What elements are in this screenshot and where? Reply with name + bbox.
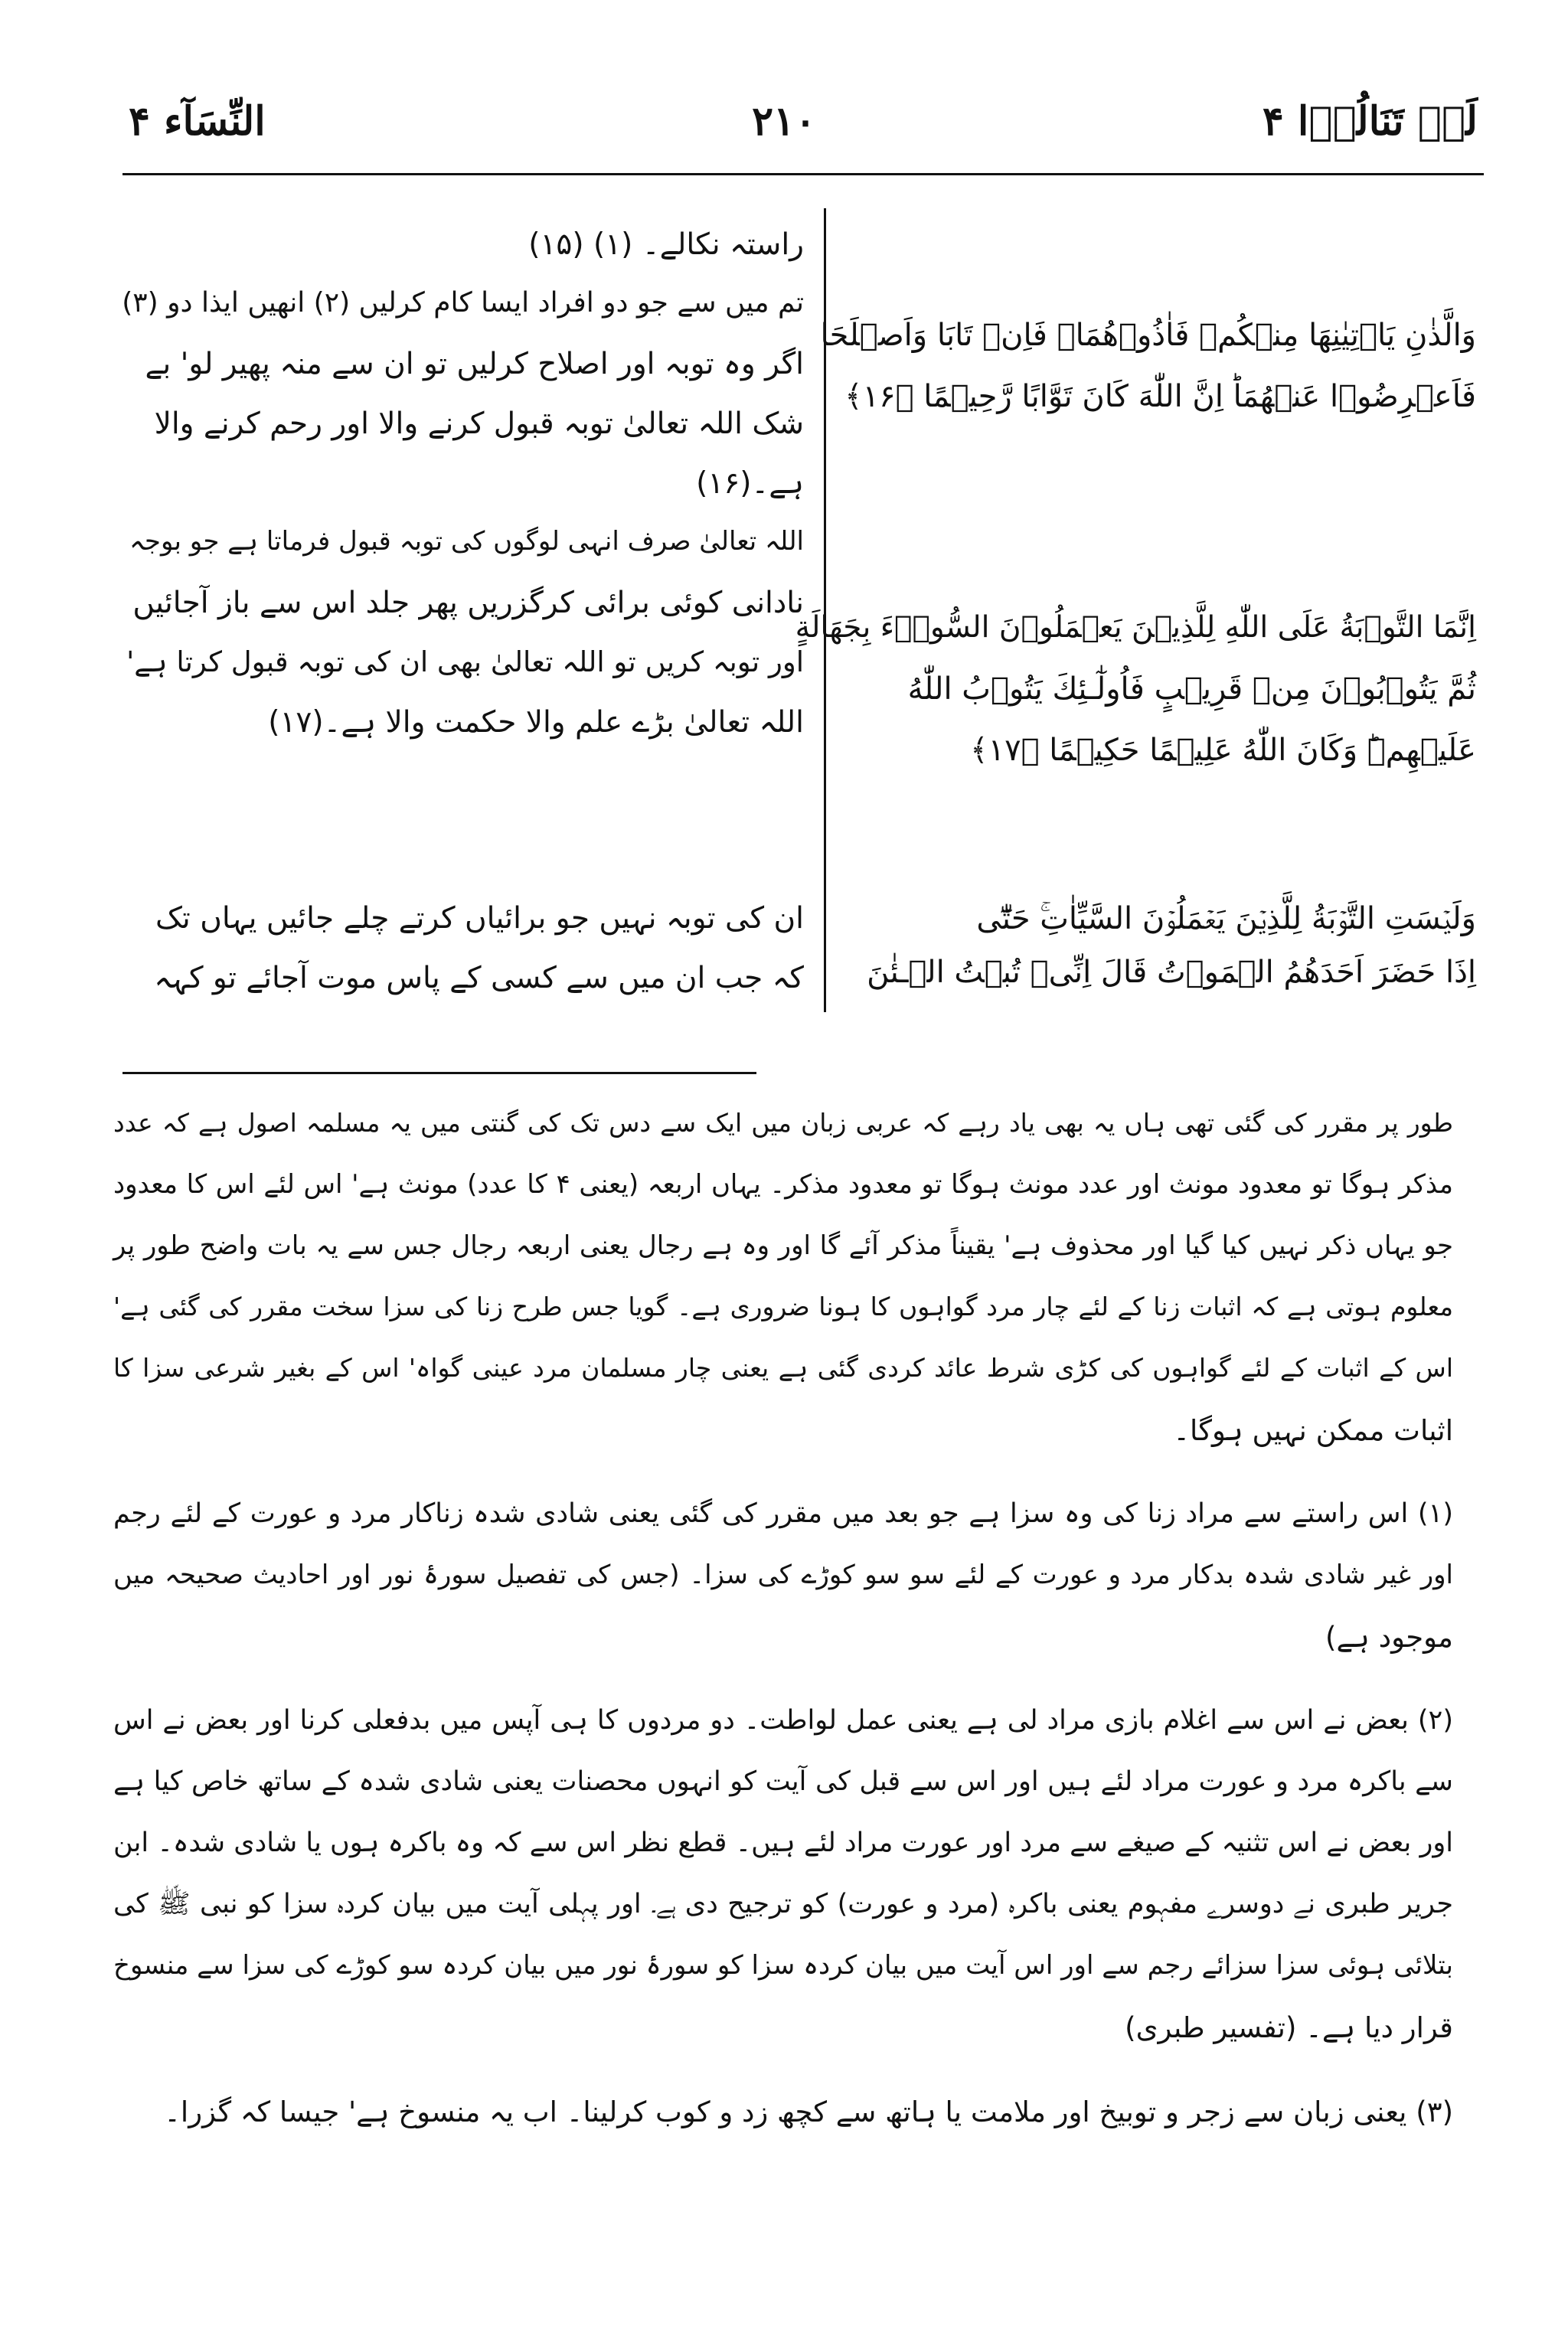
arabic-verse-line: عَلَيۡهِمۡ‌ؕ وَكَانَ اللّٰهُ عَلِيۡمًا حَكِيۡمًا ﴿۱۷﴾ — [970, 733, 1476, 768]
footnote-1-line: اور غیر شادی شدہ بدکار مرد و عورت کے لئے سو سو کوڑے کی سزا۔ (جس کی تفصیل سورۂ نور اور احادیث صحیحہ میں — [113, 1560, 1453, 1590]
urdu-translation-line: اللہ تعالیٰ صرف انہی لوگوں کی توبہ قبول فرماتا ہے جو بوجہ — [129, 526, 804, 557]
footnote-2-line: جریر طبری نے دوسرے مفہوم یعنی باکرہ (مرد و عورت) کو ترجیح دی ہے۔ اور پہلی آیت میں بیان کردہ سزا کو نبی ﷺ کی — [113, 1889, 1453, 1919]
urdu-translation-line: شک اللہ تعالیٰ توبہ قبول کرنے والا اور رحم کرنے والا — [154, 407, 804, 441]
surah-title: النِّسَآء ۴ — [129, 98, 266, 145]
arabic-verse-line: ثُمَّ يَتُوۡبُوۡنَ مِنۡ قَرِيۡبٍ فَاُولٰٓـئِكَ يَتُوۡبُ اللّٰهُ — [907, 671, 1476, 707]
footnote-2-line: قرار دیا ہے۔ (تفسیر طبری) — [1125, 2011, 1453, 2044]
urdu-translation-line: اللہ تعالیٰ بڑے علم والا حکمت والا ہے۔(۱۷) — [268, 705, 804, 740]
footnote-2-line: (۲) بعض نے اس سے اغلام بازی مراد لی ہے یعنی عمل لواطت۔ دو مردوں کا ہی آپس میں بدفعلی کرنا اور بعض نے اس — [113, 1705, 1453, 1736]
urdu-translation-line: تم میں سے جو دو افراد ایسا کام کرلیں (۲) انھیں ایذا دو (۳) — [122, 287, 804, 318]
juz-title: لَنۡ تَنَالُوۡا ۴ — [1262, 98, 1478, 145]
urdu-translation-line: اور توبہ کریں تو اللہ تعالیٰ بھی ان کی توبہ قبول کرتا ہے' — [126, 645, 804, 678]
page-number: ۲۱۰ — [752, 98, 816, 145]
footnote-2-line: سے باکرہ مرد و عورت مراد لئے ہیں اور اس سے قبل کی آیت کو انہوں محصنات یعنی شادی شدہ کے ساتھ خاص کیا ہے — [113, 1766, 1453, 1797]
header-rule — [122, 173, 1484, 175]
footnote-1-line: موجود ہے) — [1325, 1621, 1453, 1654]
footnote-1-line: (۱) اس راستے سے مراد زنا کی وہ سزا ہے جو بعد میں مقرر کی گئی یعنی شادی شدہ زناکار مرد و عورت کے لئے رجم — [113, 1498, 1453, 1529]
urdu-translation-line: نادانی کوئی برائی کرگزریں پھر جلد اس سے باز آجائیں — [132, 586, 804, 620]
urdu-translation-line: ان کی توبہ نہیں جو برائیاں کرتے چلے جائیں یہاں تک — [155, 901, 804, 936]
footnote-3-line: (۳) یعنی زبان سے زجر و توبیخ اور ملامت یا ہاتھ سے کچھ زد و کوب کرلینا۔ اب یہ منسوخ ہے' جیسا کہ گزرا۔ — [164, 2096, 1453, 2128]
footnote-line: معلوم ہوتی ہے کہ اثبات زنا کے لئے چار مرد گواہوں کا ہونا ضروری ہے۔ گویا جس طرح زنا کی سزا سخت مقرر کی گئی ہے' — [113, 1292, 1453, 1321]
urdu-translation-line: ہے۔(۱۶) — [696, 466, 804, 501]
arabic-verse-line: وَالَّذٰنِ يَاۡتِيٰنِهَا مِنۡكُمۡ فَاٰذُوۡهُمَا‌ۚ فَاِنۡ تَابَا وَاَصۡلَحَا — [820, 318, 1476, 353]
arabic-verse-line: وَلَيۡسَتِ التَّوۡبَةُ لِلَّذِيۡنَ يَعۡمَلُوۡنَ السَّيِّاٰتِ‌ۚ حَتّٰٓى — [976, 901, 1476, 936]
footnote-line: اثبات ممکن نہیں ہوگا۔ — [1173, 1414, 1453, 1447]
footnote-separator — [122, 1072, 756, 1074]
arabic-verse-line: اِذَا حَضَرَ اَحَدَهُمُ الۡمَوۡتُ قَالَ اِنِّىۡ تُبۡتُ الۡـئٰنَ — [867, 955, 1476, 990]
footnote-line: جو یہاں ذکر نہیں کیا گیا اور محذوف ہے' یقیناً مذکر آئے گا اور وہ ہے رجال یعنی اربعہ رجال جس سے یہ بات واضح طور پر — [113, 1230, 1453, 1261]
arabic-verse-line: فَاَعۡرِضُوۡا عَنۡهُمَا‌ؕ اِنَّ اللّٰهَ كَانَ تَوَّابًا رَّحِيۡمًا ﴿۱۶﴾ — [844, 379, 1476, 414]
urdu-translation-line: اگر وہ توبہ اور اصلاح کرلیں تو ان سے منہ پھیر لو' بے — [145, 347, 804, 381]
footnote-2-line: بتلائی ہوئی سزا سزائے رجم سے اور اس آیت میں بیان کردہ سزا کو سورۂ نور میں بیان کردہ سو کوڑے کی سزا سے منسوخ — [113, 1950, 1453, 1981]
footnote-line: طور پر مقرر کی گئی تھی ہاں یہ بھی یاد رہے کہ عربی زبان میں ایک سے دس تک کی گنتی میں یہ مسلمہ اصول ہے کہ عدد — [113, 1108, 1453, 1138]
urdu-translation-line: راستہ نکالے۔ (۱) (۱۵) — [528, 227, 804, 262]
footnote-line: مذکر ہوگا تو معدود مونث اور عدد مونث ہوگا تو معدود مذکر۔ یہاں اربعہ (یعنی ۴ کا عدد) مونث ہے' اس لئے اس کا معدود — [113, 1169, 1453, 1200]
footnote-line: اس کے اثبات کے لئے گواہوں کی کڑی شرط عائد کردی گئی ہے یعنی چار مسلمان مرد عینی گواہ' اس کے بغیر شرعی سزا کا — [113, 1353, 1453, 1383]
arabic-verse-line: اِنَّمَا التَّوۡبَةُ عَلَى اللّٰهِ لِلَّذِيۡنَ يَعۡمَلُوۡنَ السُّوۡۤءَ بِجَهَالَةٍ — [795, 610, 1476, 645]
footnote-2-line: اور بعض نے اس تثنیہ کے صیغے سے مرد اور عورت مراد لئے ہیں۔ قطع نظر اس سے کہ وہ باکرہ ہوں یا شادی شدہ۔ ابن — [113, 1828, 1453, 1858]
urdu-translation-line: کہ جب ان میں سے کسی کے پاس موت آجائے تو کہہ — [154, 961, 804, 995]
